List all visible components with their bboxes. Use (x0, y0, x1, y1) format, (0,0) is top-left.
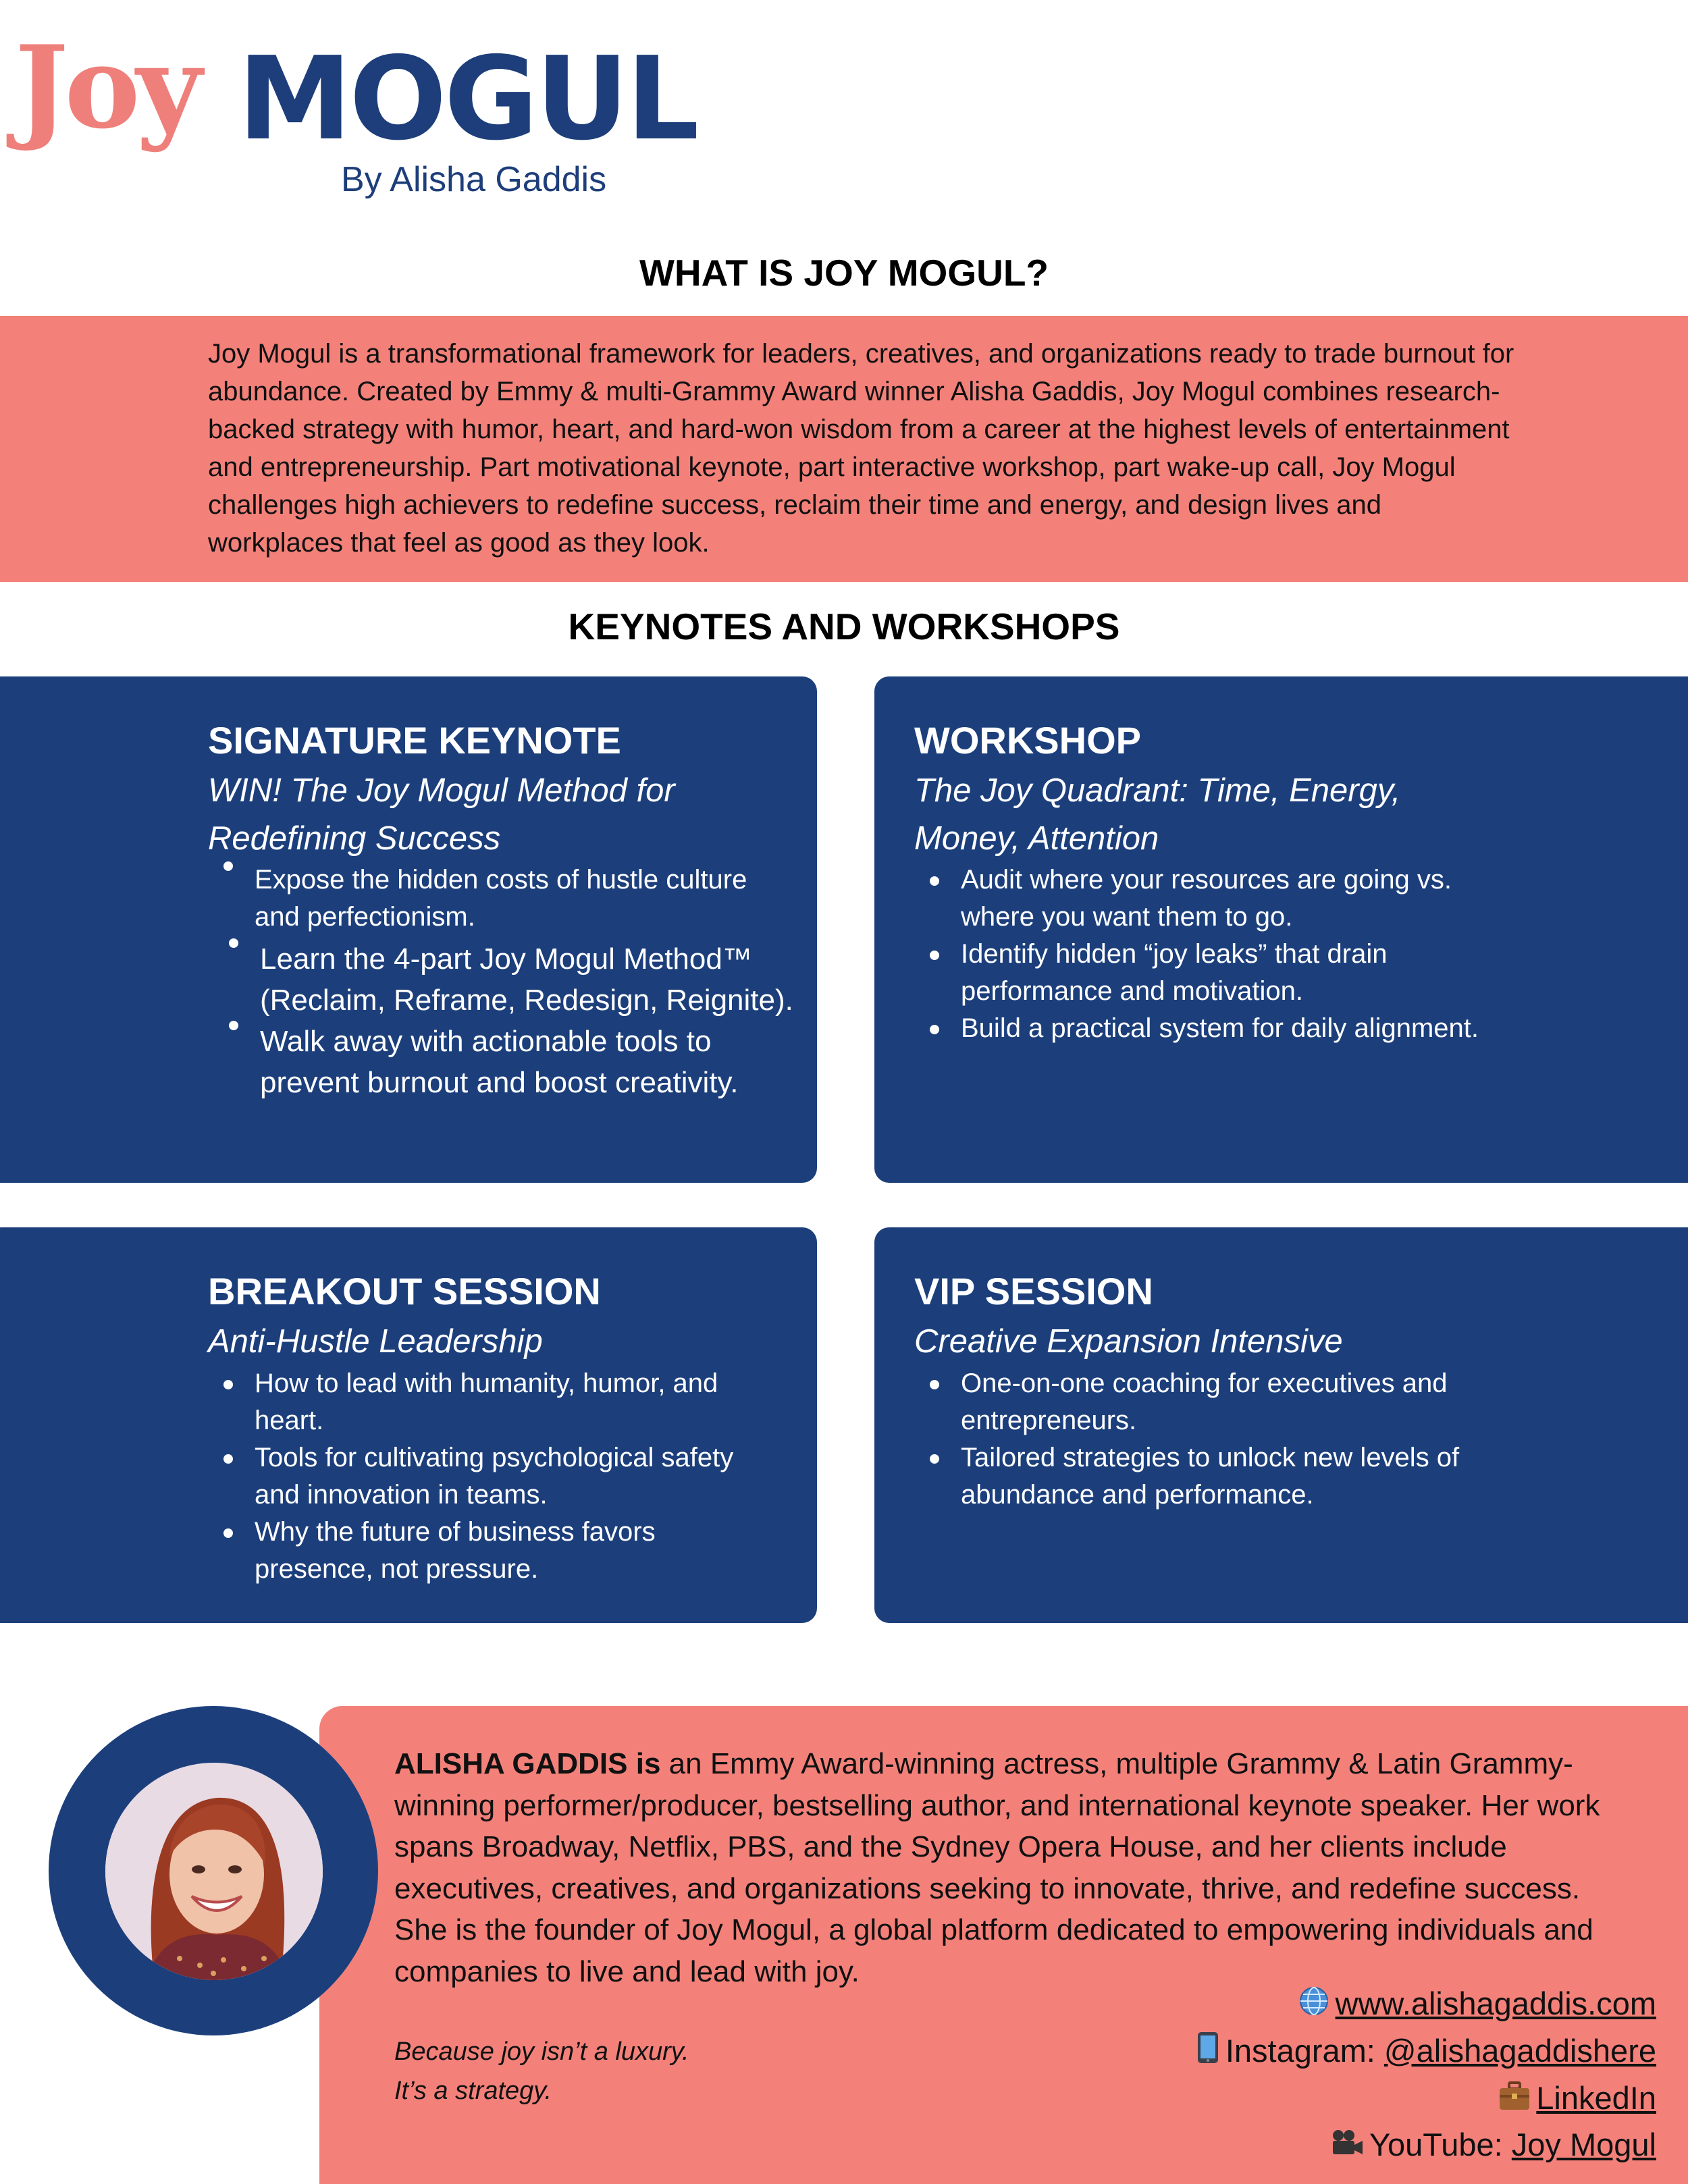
card-bullet-list (961, 1365, 1501, 1514)
video-camera-icon (1330, 2125, 1364, 2170)
card-bullet-list (255, 861, 795, 1103)
list-item: Tools for cultivating psychological safety and innovation in teams. (255, 1439, 768, 1514)
youtube-link[interactable]: Joy Mogul (1511, 2127, 1656, 2163)
list-item: Why the future of business favors presence, not pressure. (255, 1514, 768, 1588)
list-item: Audit where your resources are going vs. where you want them to go. (961, 861, 1501, 936)
byline: By Alisha Gaddis (341, 160, 607, 199)
list-item: Tailored strategies to unlock new levels of abundance and performance. (961, 1439, 1501, 1514)
bio-name: ALISHA GADDIS is (394, 1747, 661, 1780)
intro-paragraph: Joy Mogul is a transformational framework for leaders, creatives, and organizations ready to trade burnout for abundance. Created by Emmy & multi-Grammy Award winner Alisha Gaddis, Joy Mogul combines research-backed strategy with humor, heart, and hard-won wisdom from a career at the highest levels of entertainment and entrepreneurship. Part motivational keynote, part interactive workshop, part wake-up call, Joy Mogul challenges high achievers to redefine success, reclaim their time and energy, and design lives and workplaces that feel as good as they look. (208, 339, 1514, 558)
tagline-line-1: Because joy isn’t a luxury. (394, 2037, 689, 2066)
joy-mogul-logo (15, 20, 697, 166)
linkedin-row (1196, 2076, 1656, 2123)
card-subtitle: The Joy Quadrant: Time, Energy, Money, Attention (914, 772, 1401, 857)
list-item: Build a practical system for daily alignment. (961, 1010, 1501, 1047)
instagram-link[interactable]: @alishagaddishere (1383, 2032, 1656, 2069)
contact-links (1196, 1981, 1656, 2170)
website-row (1196, 1981, 1656, 2029)
breakout-session-card (0, 1227, 817, 1623)
card-bullet-list (961, 861, 1501, 1047)
logo-mogul-text: MOGUL (238, 32, 697, 166)
globe-icon (1298, 1984, 1330, 2029)
card-bullet-list (255, 1365, 768, 1588)
card-title: SIGNATURE KEYNOTE (208, 719, 621, 762)
logo-joy-text: Joy (15, 20, 199, 154)
briefcase-icon (1498, 2078, 1531, 2123)
list-item: Learn the 4-part Joy Mogul Method™ (Reclaim, Reframe, Redesign, Reignite). (260, 938, 800, 1021)
tagline (394, 2032, 689, 2110)
headshot-frame (49, 1706, 378, 2035)
workshop-card (874, 676, 1688, 1183)
website-link[interactable]: www.alishagaddis.com (1335, 1986, 1656, 2021)
headshot-photo (105, 1763, 323, 1980)
intro-band (0, 316, 1688, 582)
card-subtitle: Creative Expansion Intensive (914, 1323, 1343, 1360)
list-item: How to lead with humanity, humor, and heart. (255, 1365, 768, 1439)
signature-keynote-card (0, 676, 817, 1183)
youtube-label: YouTube: (1369, 2127, 1512, 2163)
bio-paragraph (394, 1743, 1616, 1992)
card-subtitle: WIN! The Joy Mogul Method for Redefining Success (208, 772, 675, 857)
list-item: Expose the hidden costs of hustle culture and perfectionism. (255, 861, 795, 936)
list-item: Walk away with actionable tools to prevent burnout and boost creativity. (260, 1021, 800, 1103)
bio-body: an Emmy Award-winning actress, multiple Grammy & Latin Grammy-winning performer/producer, bestselling author, and international keynote speaker. Her work spans Broadway, Netflix, PBS, and the Sydney Opera House, and her clients include executives, creatives, and organizations seeking to innovate, thrive, and redefine success. She is the founder of Joy Mogul, a global platform dedicated to empowering individuals and companies to live and lead with joy. (394, 1747, 1600, 1988)
instagram-label: Instagram: (1225, 2032, 1384, 2069)
card-title: WORKSHOP (914, 719, 1141, 762)
list-item: Identify hidden “joy leaks” that drain performance and motivation. (961, 936, 1501, 1010)
vip-session-card (874, 1227, 1688, 1623)
linkedin-link[interactable]: LinkedIn (1536, 2079, 1656, 2116)
card-title: VIP SESSION (914, 1270, 1153, 1312)
offerings-heading: KEYNOTES AND WORKSHOPS (568, 606, 1120, 647)
intro-heading: WHAT IS JOY MOGUL? (639, 252, 1049, 294)
card-subtitle: Anti-Hustle Leadership (208, 1323, 543, 1360)
mobile-phone-icon (1196, 2031, 1220, 2076)
card-title: BREAKOUT SESSION (208, 1270, 601, 1312)
instagram-row (1196, 2029, 1656, 2076)
tagline-line-2: It’s a strategy. (394, 2077, 552, 2105)
list-item: One-on-one coaching for executives and entrepreneurs. (961, 1365, 1501, 1439)
youtube-row (1196, 2123, 1656, 2170)
